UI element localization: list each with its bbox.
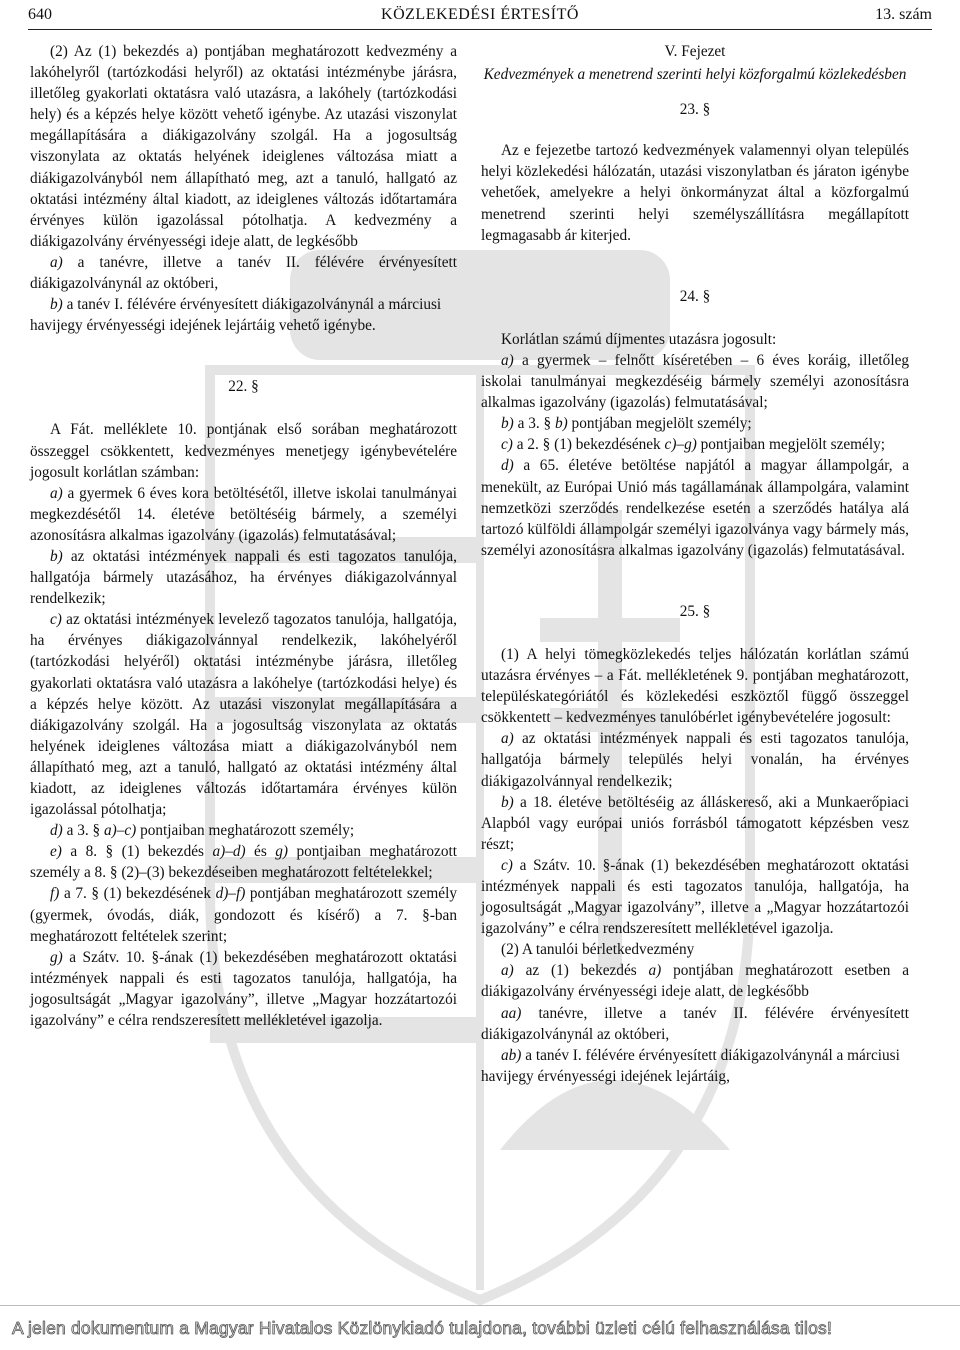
section-heading-22: 22. §: [228, 378, 259, 396]
section-22-item-g: g) a Szátv. 10. §-ának (1) bekezdésében meghatározott oktatási intézmények nappali és esti tagozatos tanulója, hallgatója, ha jogosultságát „Magyar igazolvány”, illetve „Magyar hozzátartozói igazolvány” e célra rendszeresített mellékletével igazolja.: [30, 948, 457, 1030]
page-header: [28, 4, 932, 28]
header-divider: [28, 29, 932, 30]
section-heading-24: 24. §: [679, 287, 711, 305]
section-24-item-b: b) a 3. § b) pontjában megjelölt személy;: [501, 415, 752, 433]
section-24-item-a: a) a gyermek – felnőtt kíséretében – 6 éves koráig, illetőleg iskolai tanulmányai megkezdéséig bármely személyi azonosításra alkalmas igazolvány (igazolás) felmutatásával;: [481, 351, 910, 412]
section-25-para-2-aa: aa) tanévre, illetve a tanév II. félévére érvényesített diákigazolványnál az októberi,: [481, 1004, 909, 1043]
section-24-item-c: c) a 2. § (1) bekezdésének c)–g) pontjaiban megjelölt személy;: [501, 436, 885, 454]
issue-number: 13. szám: [875, 6, 932, 23]
list-item-b: b) a tanév I. félévére érvényesített diákigazolványnál a márciusi: [50, 296, 442, 314]
section-23-text: Az e fejezetbe tartozó kedvezmények valamennyi olyan település helyi közlekedési hálózatán, utazási viszonylatban és járaton igénybe vehetőek, amelyekre a helyi önkormányzat által a közforgalmú menetrend szerinti helyi személyszállításra megállapított legmagasabb ár kiterjed.: [481, 142, 909, 244]
section-25-item-a: a) az oktatási intézmények nappali és esti tagozatos tanulója, hallgatója bármely település helyi vonalán, ha érvényes diákigazolvánnyal rendelkezik;: [481, 730, 910, 790]
section-22-item-f: f) a 7. § (1) bekezdésének d)–f) pontjában meghatározott személy (gyermek, óvodás, diák, gondozott és kísérő) a 7. §-ban meghatározott feltételek szerint;: [30, 885, 457, 945]
section-25-item-b: b) a 18. életéve betöltéséig az álláskereső, aki a Munkaerőpiaci Alapból vagy európai uniós forrásból támogatott képzésben vesz részt;: [481, 793, 909, 853]
section-25-item-c: c) a Szátv. 10. §-ának (1) bekezdésében meghatározott oktatási intézmények nappali és esti tagozatos tanulója, hallgatója, ha jogosultságát „Magyar igazolvány”, illetve a „Magyar hozzátartozói igazolvány” e célra rendszeresített mellékletével igazolja.: [481, 856, 909, 938]
section-22-item-c: c) az oktatási intézmények levelező tagozatos tanulója, hallgatója, ha érvényes diákigazolvánnyal rendelkezik, lakóhelyéről (tartózkodási helyéről) oktatási intézménybe járásra, illetőleg gyakorlati oktatásra való utazásra a lakóhelye (tartózkodási helye) és a képzés helye között. Az utazási viszonylat megállapítására a diákigazolvány szolgál. Ha a jogosultság viszonylata az oktatás helyének ideiglenes változása miatt a diákigazolványból nem állapítható meg, azt a tanuló, hallgató az oktatási intézmény által kiadott, az ideiglenes változás időtartamára érvényes külön igazolással pótolhatja;: [30, 611, 457, 819]
havijegy-line-right: havijegy érvényességi idejének lejártáig,: [481, 1067, 730, 1085]
havijegy-line: havijegy érvényességi idejének lejártáig vehető igénybe.: [30, 317, 376, 335]
journal-title: KÖZLEKEDÉSI ÉRTESÍTŐ: [381, 6, 579, 23]
section-22-item-a: a) a gyermek 6 éves kora betöltésétől, illetve iskolai tanulmányai megkezdésétől 14. életéve betöltéséig bármely, a személyi azonosításra alkalmas igazolvány (igazolás) felmutatásával;: [30, 484, 457, 544]
right-column: [481, 41, 909, 1087]
section-24-item-d: d) a 65. életéve betöltése napjától a magyar állampolgár, a menekült, az Európai Unió más tagállamának állampolgára, valamint nemzetközi szerződés rendelkezése esetén a szerződés hatálya alá tartozó külföldi állampolgár személyi igazolványa vagy bármely más, személyi azonosításra alkalmas igazolvány (igazolás) felmutatásával.: [481, 457, 910, 559]
footer-divider: [0, 1305, 960, 1306]
page-number: 640: [28, 6, 52, 23]
list-item-a: a) a tanévre, illetve a tanév II. félévére érvényesített diákigazolványnál az októberi,: [30, 253, 457, 293]
section-25-para-2-title: (2) A tanulói bérletkedvezmény: [501, 941, 695, 959]
chapter-subtitle: Kedvezmények a menetrend szerinti helyi közforgalmú közlekedésben: [483, 66, 907, 84]
chapter-title: V. Fejezet: [664, 43, 726, 60]
section-22-item-b: b) az oktatási intézmények nappali és esti tagozatos tanulója, hallgatója bármely utazásához, ha érvényes diákigazolvánnyal rendelkezik;: [30, 547, 458, 608]
section-25-para-2-a: a) az (1) bekezdés a) pontjában meghatározott esetben a diákigazolvány érvényességi ideje alatt, de legkésőbb: [481, 962, 909, 1001]
section-25-para-2-ab: ab) a tanév I. félévére érvényesített diákigazolványnál a márciusi: [501, 1046, 900, 1064]
section-heading-23: 23. §: [679, 101, 711, 119]
left-column: [30, 41, 457, 1031]
copyright-notice: A jelen dokumentum a Magyar Hivatalos Közlönykiadó tulajdona, további üzleti célú felhasználása tilos!: [12, 1318, 833, 1338]
section-22-item-d: d) a 3. § a)–c) pontjaiban meghatározott személy;: [50, 822, 355, 840]
section-22-intro: A Fát. melléklete 10. pontjának első sorában meghatározott összeggel csökkentett, kedvezményes menetjegy igénybevételére jogosult korlátlan számban:: [30, 421, 457, 481]
section-heading-25: 25. §: [679, 602, 711, 620]
section-22-item-e: e) a 8. § (1) bekezdés a)–d) és g) pontjaiban meghatározott személy a 8. § (2)–(3) bekezdéseiben meghatározott feltételekkel;: [30, 843, 457, 882]
section-25-intro: (1) A helyi tömegközlekedés teljes hálózatán korlátlan számú utazásra érvényes – a Fát. mellékletének 9. pontjában meghatározott, településkategóriától és közlekedési eszköztől függő összeggel csökkentett – kedvezményes tanulóbérlet igénybevételére jogosult:: [481, 645, 909, 727]
section-24-intro: Korlátlan számú díjmentes utazásra jogosult:: [501, 330, 777, 348]
paragraph-2-kedvezmeny: (2) Az (1) bekezdés a) pontjában meghatározott kedvezmény a lakóhelyről (tartózkodási helyről) az oktatási intézménybe járásra, illetőleg gyakorlati oktatásra való utazásra, a lakóhely (tartózkodási hely) és a képzés helye között vehető igénybe. Az utazási viszonylat megállapítására a diákigazolvány szolgál. Ha a jogosultság viszonylata az oktatás helyének ideiglenes változása miatt a diákigazolványból nem állapítható meg, azt a tanuló, hallgató az oktatási intézmény által kiadott, az ideiglenes változás időtartamára érvényes külön igazolással pótolhatja. A kedvezmény a diákigazolvány érvényességi ideje alatt, de legkésőbb: [30, 43, 457, 250]
